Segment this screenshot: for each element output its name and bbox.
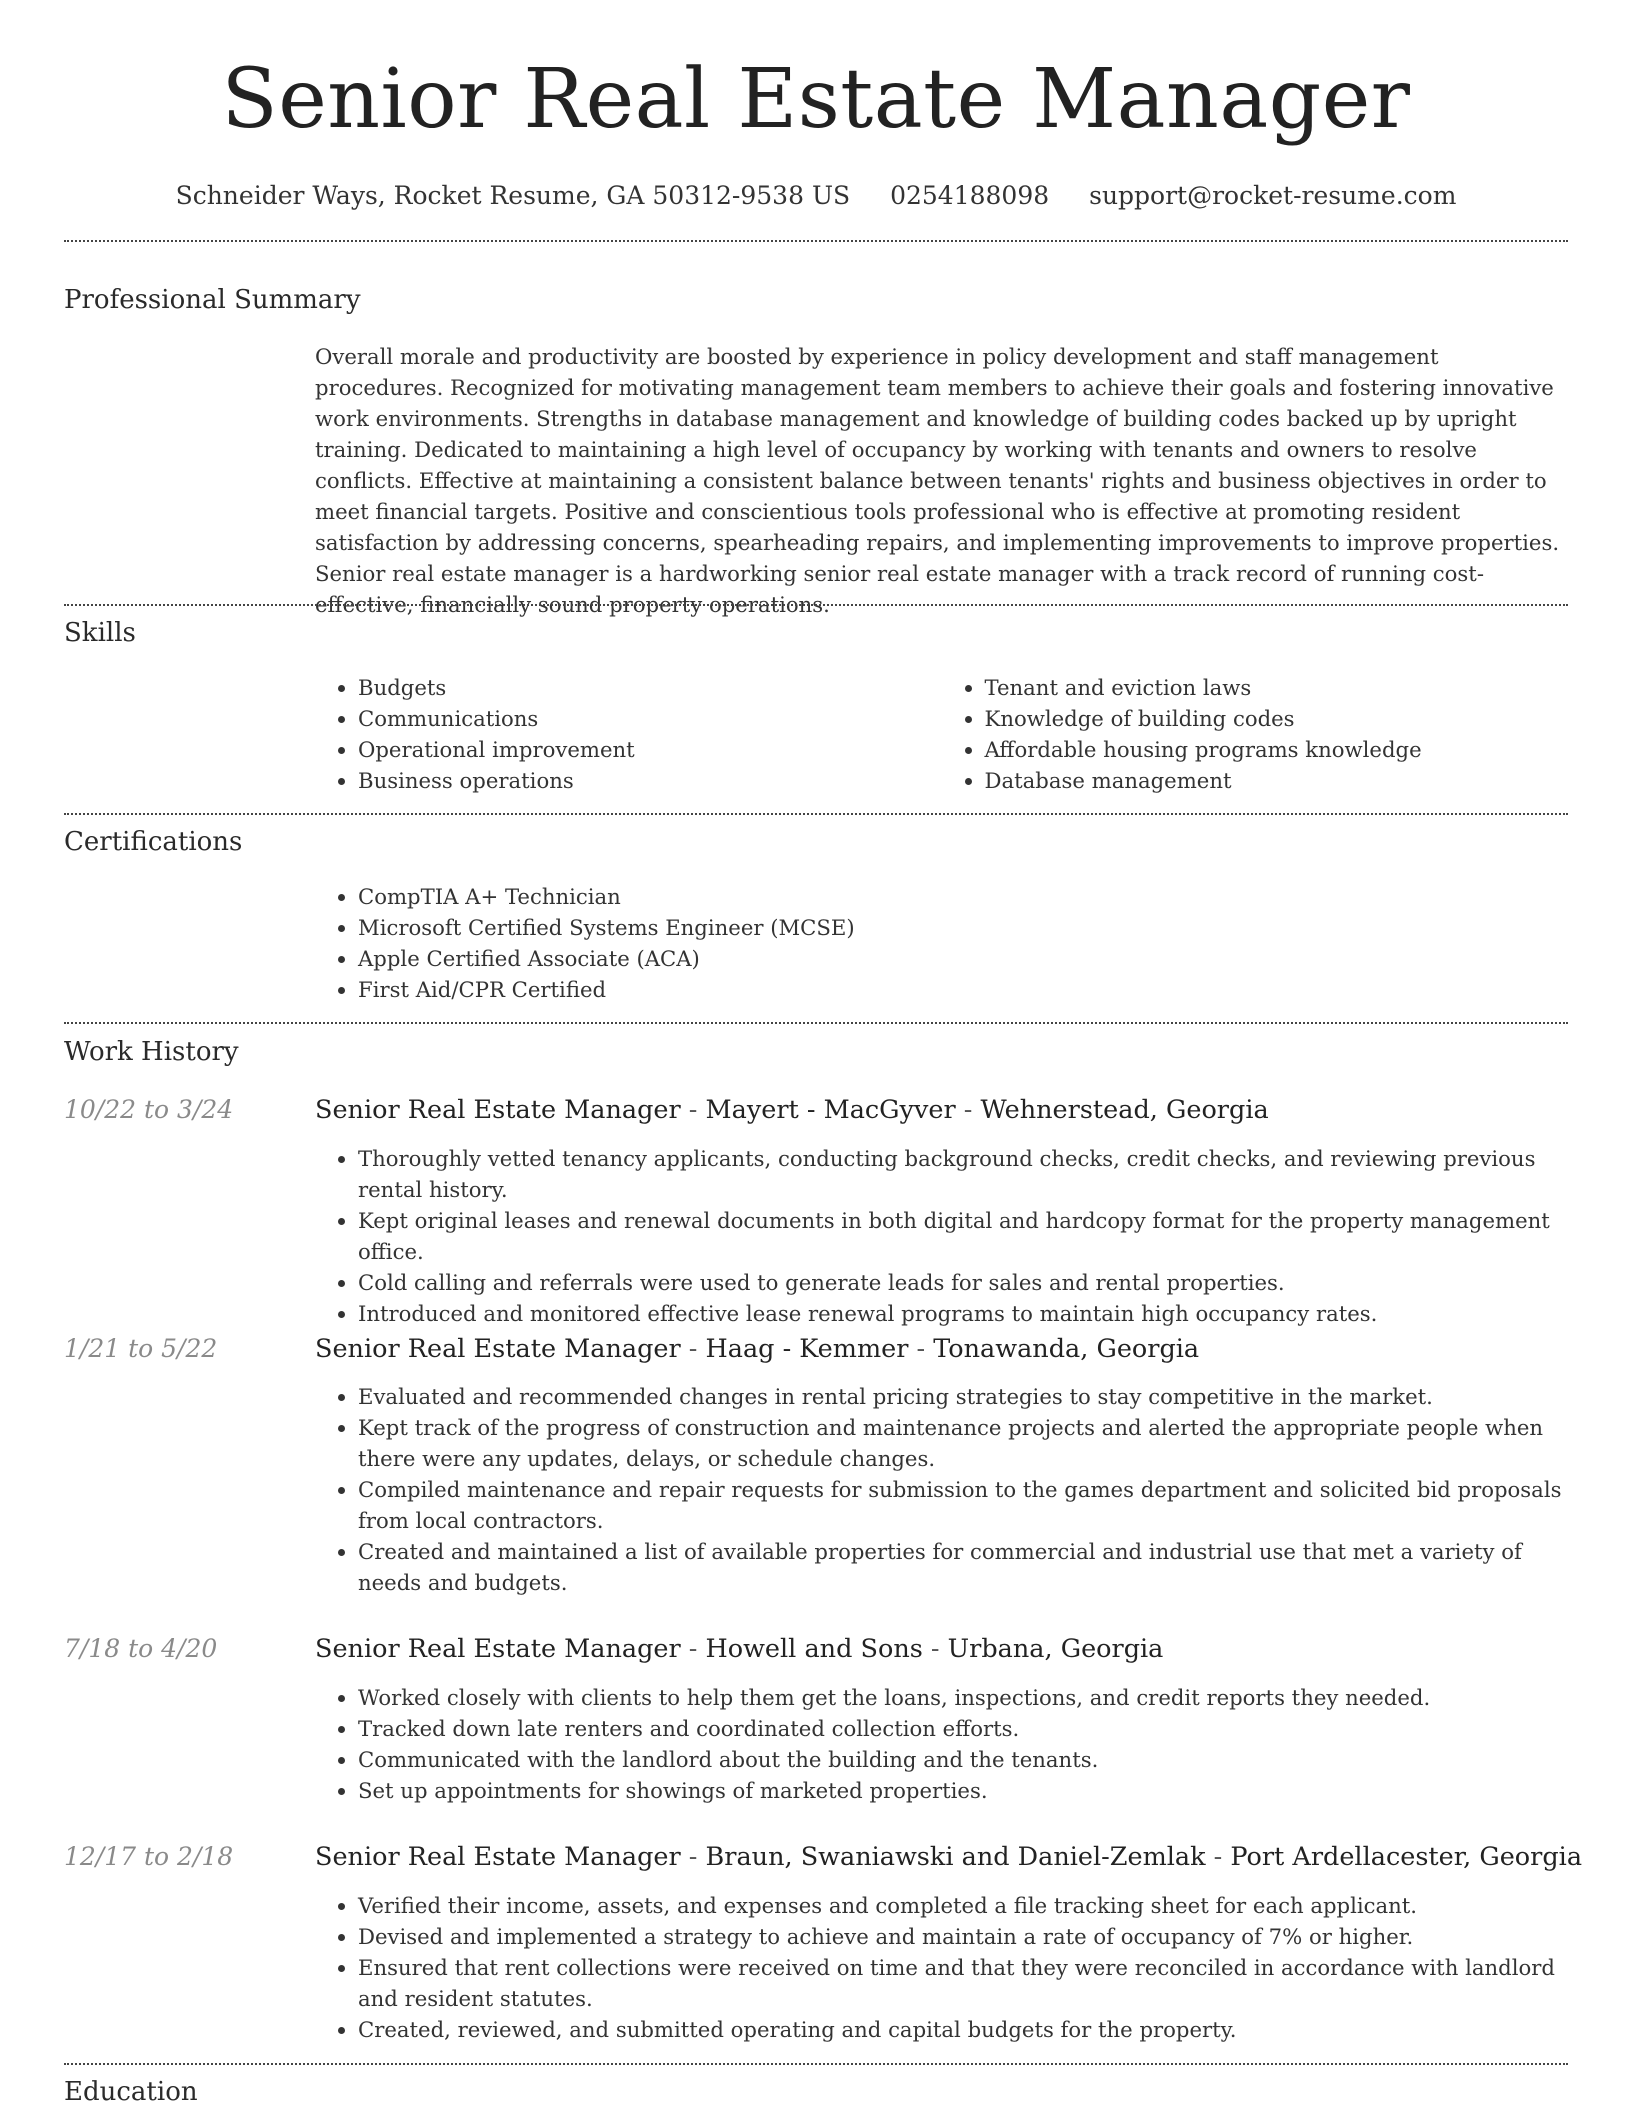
certification-item: • First Aid/CPR Certified [358, 974, 1568, 1005]
job-bullet: • Worked closely with clients to help them get the loans, inspections, and credit reports they needed. [358, 1682, 1568, 1713]
job-dates: 12/17 to 2/18 [64, 1842, 234, 1871]
job-bullets [315, 1381, 1568, 1598]
job-title: Senior Real Estate Manager [315, 1334, 681, 1364]
summary-text: Overall morale and productivity are boosted by experience in policy development and staff management procedures. Recognized for motivating management team members to achieve their goals and fostering innovative work environments. Strengths in database management and knowledge of building codes backed up by upright training. Dedicated to maintaining a high level of occupancy by working with tenants and owners to resolve conflicts. Effective at maintaining a consistent balance between tenants' rights and business objectives in order to meet financial targets. Positive and conscientious tools professional who is effective at promoting resident satisfaction by addressing concerns, spearheading repairs, and implementing improvements to improve properties. Senior real estate manager is a hardworking senior real estate manager with a track record of running cost-effective, financially sound property operations. [315, 344, 1560, 617]
job-dates: 7/18 to 4/20 [64, 1634, 218, 1663]
job-title: Senior Real Estate Manager [315, 1634, 681, 1664]
job-bullets [315, 1682, 1568, 1806]
divider [64, 1022, 1568, 1024]
skill-item: • Knowledge of building codes [985, 703, 1569, 734]
job-bullet: • Ensured that rent collections were received on time and that they were reconciled in accordance with landlord and resident statutes. [358, 1952, 1568, 2014]
skill-item: • Affordable housing programs knowledge [985, 734, 1569, 765]
skill-item: • Tenant and eviction laws [985, 672, 1569, 703]
job-bullet: • Created, reviewed, and submitted operating and capital budgets for the property. [358, 2014, 1568, 2045]
job-bullet: • Created and maintained a list of available properties for commercial and industrial use that met a variety of needs and budgets. [358, 1536, 1568, 1598]
job-bullets [315, 1890, 1568, 2045]
section-heading-summary: Professional Summary [64, 285, 361, 315]
job-heading: Senior Real Estate Manager - Haag - Kemmer - Tonawanda, Georgia [315, 1334, 1200, 1364]
job-bullet: • Evaluated and recommended changes in rental pricing strategies to stay competitive in the market. [358, 1381, 1568, 1412]
job-title: Senior Real Estate Manager [315, 1095, 681, 1125]
certifications-list [315, 881, 1568, 1005]
job-bullet: • Compiled maintenance and repair requests for submission to the games department and solicited bid proposals from local contractors. [358, 1474, 1568, 1536]
job-bullet: • Introduced and monitored effective lease renewal programs to maintain high occupancy rates. [358, 1298, 1568, 1329]
skill-item: • Business operations [358, 765, 942, 796]
certifications-content [315, 881, 1568, 1005]
job-company: Haag - Kemmer [705, 1334, 909, 1364]
certification-item: • Microsoft Certified Systems Engineer (MCSE) [358, 912, 1568, 943]
section-heading-work-history: Work History [64, 1037, 239, 1067]
summary-content [315, 341, 1568, 620]
job-bullet: • Tracked down late renters and coordinated collection efforts. [358, 1713, 1568, 1744]
job-title: Senior Real Estate Manager [315, 1842, 681, 1872]
job-bullet: • Set up appointments for showings of marketed properties. [358, 1775, 1568, 1806]
job-bullet: • Kept original leases and renewal documents in both digital and hardcopy format for the property management office. [358, 1205, 1568, 1267]
section-heading-education: Education [64, 2077, 198, 2107]
job-heading: Senior Real Estate Manager - Howell and Sons - Urbana, Georgia [315, 1634, 1164, 1664]
skills-grid [315, 672, 1568, 796]
skills-list-right [942, 672, 1569, 796]
skill-item: • Communications [358, 703, 942, 734]
divider [64, 2063, 1568, 2065]
job-dates: 1/21 to 5/22 [64, 1334, 218, 1363]
job-bullet: • Verified their income, assets, and expenses and completed a file tracking sheet for each applicant. [358, 1890, 1568, 1921]
job-bullets [315, 1143, 1568, 1329]
job-dates: 10/22 to 3/24 [64, 1095, 234, 1124]
skill-item: • Database management [985, 765, 1569, 796]
skill-item: • Operational improvement [358, 734, 942, 765]
certification-item: • Apple Certified Associate (ACA) [358, 943, 1568, 974]
skills-list-left [315, 672, 942, 796]
contact-address: Schneider Ways, Rocket Resume, GA 50312-9538 US [175, 181, 851, 210]
job-company: Mayert - MacGyver [705, 1095, 956, 1125]
divider [64, 604, 1568, 606]
certification-item: • CompTIA A+ Technician [358, 881, 1568, 912]
divider [64, 240, 1568, 242]
section-heading-skills: Skills [64, 618, 136, 648]
job-location: Tonawanda, Georgia [933, 1334, 1200, 1364]
skill-item: • Budgets [358, 672, 942, 703]
job-company: Braun, Swaniawski and Daniel-Zemlak [705, 1842, 1206, 1872]
job-location: Urbana, Georgia [947, 1634, 1164, 1664]
divider [64, 813, 1568, 815]
job-bullet: • Kept track of the progress of construction and maintenance projects and alerted the appropriate people when there were any updates, delays, or schedule changes. [358, 1412, 1568, 1474]
job-bullet: • Communicated with the landlord about the building and the tenants. [358, 1744, 1568, 1775]
job-company: Howell and Sons [705, 1634, 923, 1664]
job-heading: Senior Real Estate Manager - Mayert - MacGyver - Wehnerstead, Georgia [315, 1095, 1269, 1125]
contact-line [0, 180, 1632, 212]
resume-title: Senior Real Estate Manager [221, 52, 1411, 147]
skills-content [315, 672, 1568, 796]
job-bullet: • Thoroughly vetted tenancy applicants, conducting background checks, credit checks, and reviewing previous rental history. [358, 1143, 1568, 1205]
job-location: Port Ardellacester, Georgia [1230, 1842, 1583, 1872]
job-location: Wehnerstead, Georgia [980, 1095, 1269, 1125]
section-heading-certifications: Certifications [64, 827, 243, 857]
contact-phone: 0254188098 [890, 181, 1050, 210]
contact-email: support@rocket-resume.com [1089, 181, 1457, 210]
job-bullet: • Cold calling and referrals were used to generate leads for sales and rental properties. [358, 1267, 1568, 1298]
job-bullet: • Devised and implemented a strategy to achieve and maintain a rate of occupancy of 7% or higher. [358, 1921, 1568, 1952]
job-heading: Senior Real Estate Manager - Braun, Swaniawski and Daniel-Zemlak - Port Ardellacester, Georgia [315, 1842, 1583, 1872]
